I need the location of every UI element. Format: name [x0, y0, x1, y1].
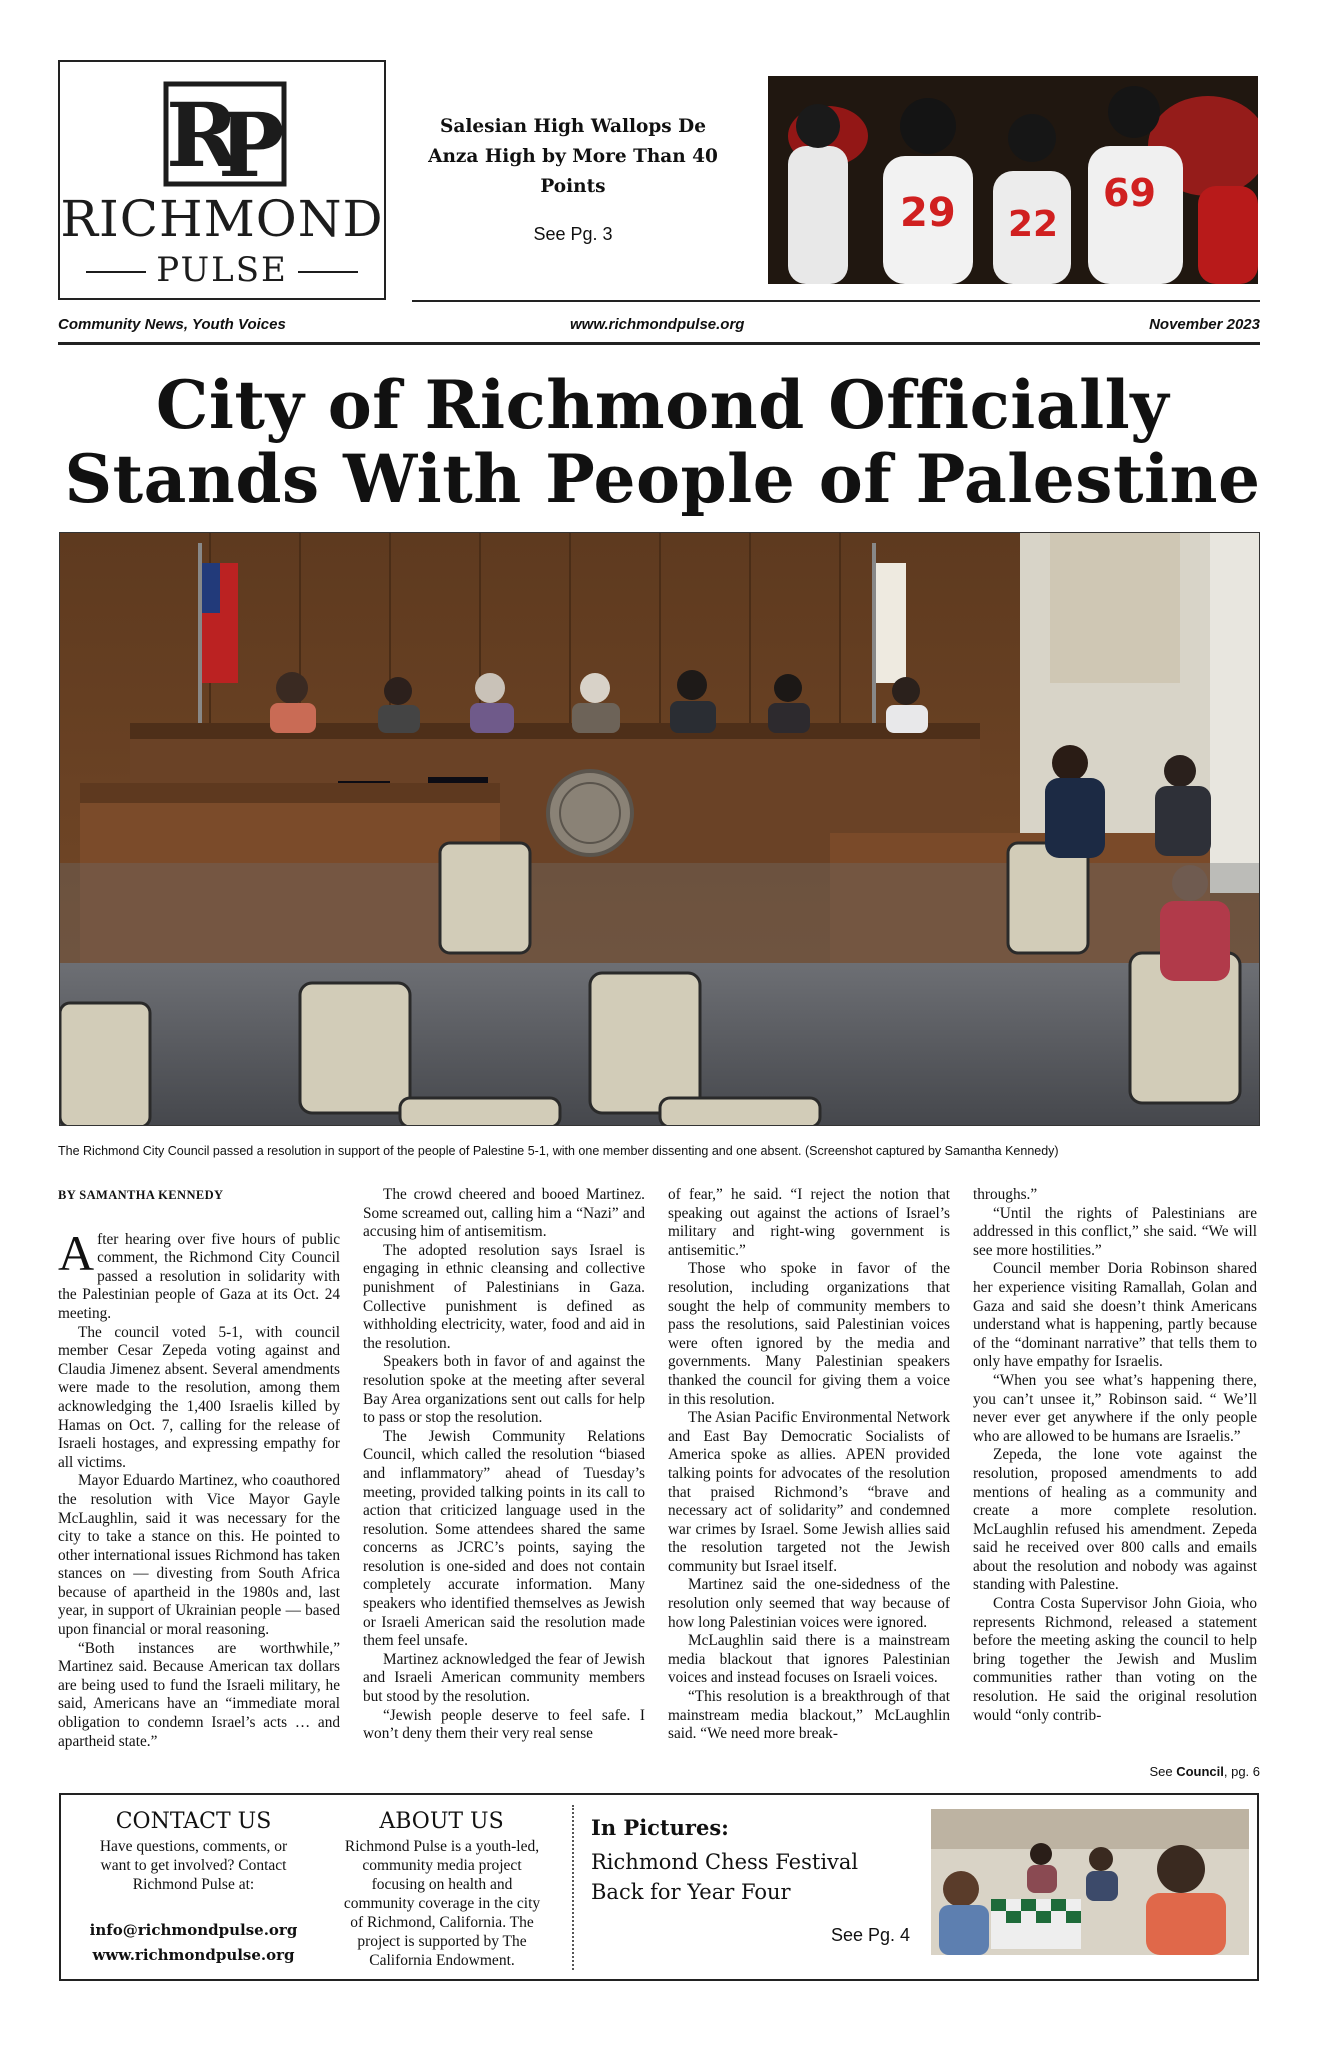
paragraph: The council voted 5-1, with council member Cesar Zepeda voting against and Claudia Jimenez absent. Several amendments were made to the resolution, among them acknowledging the 1,400 Israelis killed by Hamas on Oct. 7, calling for the release of Israeli hostages, and expressing empathy for all victims. — [58, 1323, 340, 1471]
article-column-3 — [668, 1186, 950, 1744]
chess-festival-photo — [931, 1809, 1249, 1955]
paragraph: throughs.” — [973, 1186, 1038, 1203]
svg-text:29: 29 — [900, 190, 956, 236]
pictures-page[interactable]: See Pg. 4 — [831, 1925, 911, 1945]
paragraph: Contra Costa Supervisor John Gioia, who represents Richmond, released a statement before the meeting asking the council to help bring together the Jewish and Muslim communities rather than voting on the resolution. He said the original resolution would “only contrib- — [973, 1595, 1257, 1724]
contact-text: Have questions, comments, or want to get involved? Contact Richmond Pulse at: — [99, 1838, 288, 1893]
article-column-4 — [973, 1186, 1257, 1725]
paragraph: “When you see what’s happening there, you can’t unsee it,” Robinson said. “ We’ll never ever get anywhere if the only people who are allowed to be humans are Israelis.” — [973, 1371, 1257, 1445]
masthead-rule — [58, 342, 1260, 345]
sports-teaser-page[interactable]: See Pg. 3 — [533, 224, 613, 244]
contact-links — [81, 1918, 306, 1968]
headline: City of Richmond Officially Stands With People of Palestine — [64, 366, 1261, 518]
sports-teaser-title[interactable]: Salesian High Wallops De Anza High by More Than 40 Points — [428, 116, 718, 197]
paragraph: The Jewish Community Relations Council, which called the resolution “biased and inflammatory” ahead of Tuesday’s meeting, provided talking points in its call to action that criticized language used in the resolution. Some attendees shared the same concerns as JCRC’s points, saying the resolution is one-sided and does not contain completely accurate information. Many speakers who identified themselves as Jewish or Israeli American said the resolution made them feel unsafe. — [363, 1427, 645, 1650]
lead-paragraph: After hearing over five hours of public comment, the Richmond City Council passed a resolution in solidarity with the Palestinian people of Gaza at its Oct. 24 meeting. — [58, 1224, 340, 1322]
continued-jump[interactable]: See Council, pg. 6 — [1149, 1764, 1260, 1779]
pictures-title[interactable]: Richmond Chess Festival Back for Year Four — [591, 1850, 859, 1904]
paragraph: The adopted resolution says Israel is engaging in ethnic cleansing and collective punishment of Palestinians in Gaza. Collective punishment is defined as withholding electricity, water, food and aid in the resolution. — [363, 1241, 645, 1352]
contact-website[interactable]: www.richmondpulse.org — [92, 1946, 295, 1964]
about-heading: ABOUT US — [379, 1809, 504, 1834]
paragraph: The Asian Pacific Environmental Network and East Bay Democratic Socialists of America spoke as allies. APEN provided talking points for advocates of the resolution that praised Richmond’s “brave and necessary act of solidarity” and condemned war crimes by Israel. Some Jewish allies said the resolution targeted not the Jewish community but Israel itself. — [668, 1409, 950, 1575]
svg-text:R: R — [166, 83, 240, 187]
football-photo — [768, 76, 1258, 284]
svg-text:P: P — [218, 93, 285, 188]
logo — [58, 60, 386, 300]
website-link[interactable]: www.richmondpulse.org — [570, 316, 745, 333]
paragraph: “Until the rights of Palestinians are addressed in this conflict,” she said. “We will see more hostilities.” — [973, 1204, 1257, 1259]
about-text: Richmond Pulse is a youth-led, community media project focusing on health and community coverage in the city of Richmond, California. The project is supported by The California Endowment. — [343, 1838, 541, 1969]
footer-divider — [572, 1805, 574, 1970]
paragraph: of fear,” he said. “I reject the notion that speaking out against the actions of Israel’s military and right-wing government is antisemitic.” — [668, 1186, 950, 1259]
paragraph: Martinez acknowledged the fear of Jewish and Israeli American community members but stood by the resolution. — [363, 1650, 645, 1706]
paragraph: Those who spoke in favor of the resolution, including organizations that sought the help of community members to pass the resolutions, said Palestinian voices were often ignored by the media and governments. Many Palestinian speakers thanked the council for giving them a voice in this resolution. — [668, 1260, 950, 1408]
rp-monogram-icon — [160, 80, 290, 188]
masthead-bar — [58, 316, 1260, 340]
article-column-1 — [58, 1186, 340, 1751]
paragraph: Council member Doria Robinson shared her experience visiting Ramallah, Golan and Gaza and said she doesn’t think Americans understand what is happening, partly because of the “dominant narrative” that tells them to only have empathy for Israelis. — [973, 1260, 1257, 1371]
contact-email[interactable]: info@richmondpulse.org — [89, 1921, 298, 1939]
article-column-2 — [363, 1186, 645, 1744]
footer-box — [59, 1793, 1259, 1981]
logo-name: RICHMOND — [60, 190, 384, 248]
paragraph: The crowd cheered and booed Martinez. Some screamed out, calling him a “Nazi” and accusing him of antisemitism. — [363, 1186, 645, 1241]
paragraph: Martinez said the one-sidedness of the resolution only seemed that way because of how long Palestinian voices were ignored. — [668, 1576, 950, 1631]
svg-text:22: 22 — [1008, 204, 1059, 245]
paragraph: Speakers both in favor of and against the resolution spoke at the meeting after several Bay Area organizations sent out calls for help to pass or stop the resolution. — [363, 1353, 645, 1427]
issue-date: November 2023 — [1149, 316, 1260, 333]
paragraph: Mayor Eduardo Martinez, who coauthored the resolution with Vice Mayor Gayle McLaughlin, said it was necessary for the city to take a stance on this. He pointed to other international issues Richmond has taken stances on — divesting from South Africa because of apartheid in the 1980s and, last year, in support of Ukrainian people — based upon financial or moral reasoning. — [58, 1472, 340, 1639]
drop-cap: A — [58, 1224, 95, 1281]
top-rule — [412, 300, 1260, 302]
paragraph: “Jewish people deserve to feel safe. I won’t deny them their very real sense — [363, 1706, 645, 1743]
paragraph: Zepeda, the lone vote against the resolution, proposed amendments to add mentions of healing as a community and create a more complete resolution. McLaughlin refused his amendment. Zepeda said he received over 800 calls and emails about the resolution and nobody was against standing with Palestine. — [973, 1446, 1257, 1594]
tagline: Community News, Youth Voices — [58, 316, 286, 333]
pictures-label: In Pictures: — [591, 1815, 729, 1840]
council-chamber-photo — [59, 532, 1260, 1126]
svg-text:69: 69 — [1103, 171, 1156, 215]
contact-heading: CONTACT US — [115, 1809, 272, 1834]
logo-subtitle: PULSE — [60, 250, 384, 290]
paragraph: “This resolution is a breakthrough of that mainstream media blackout,” McLaughlin said. “We need more break- — [668, 1688, 950, 1743]
photo-caption: The Richmond City Council passed a resolution in support of the people of Palestine 5-1, with one member dissenting and one absent. (Screenshot captured by Samantha Kennedy) — [58, 1144, 1059, 1158]
paragraph: McLaughlin said there is a mainstream media blackout that ignores Palestinian voices and instead focuses on Israeli voices. — [668, 1632, 950, 1687]
byline: BY SAMANTHA KENNEDY — [58, 1188, 224, 1202]
paragraph: “Both instances are worthwhile,” Martinez said. Because American tax dollars are being used to fund the Israeli military, he said, Americans have an “immediate moral obligation to condemn Israel’s acts … and apartheid state.” — [58, 1639, 340, 1750]
